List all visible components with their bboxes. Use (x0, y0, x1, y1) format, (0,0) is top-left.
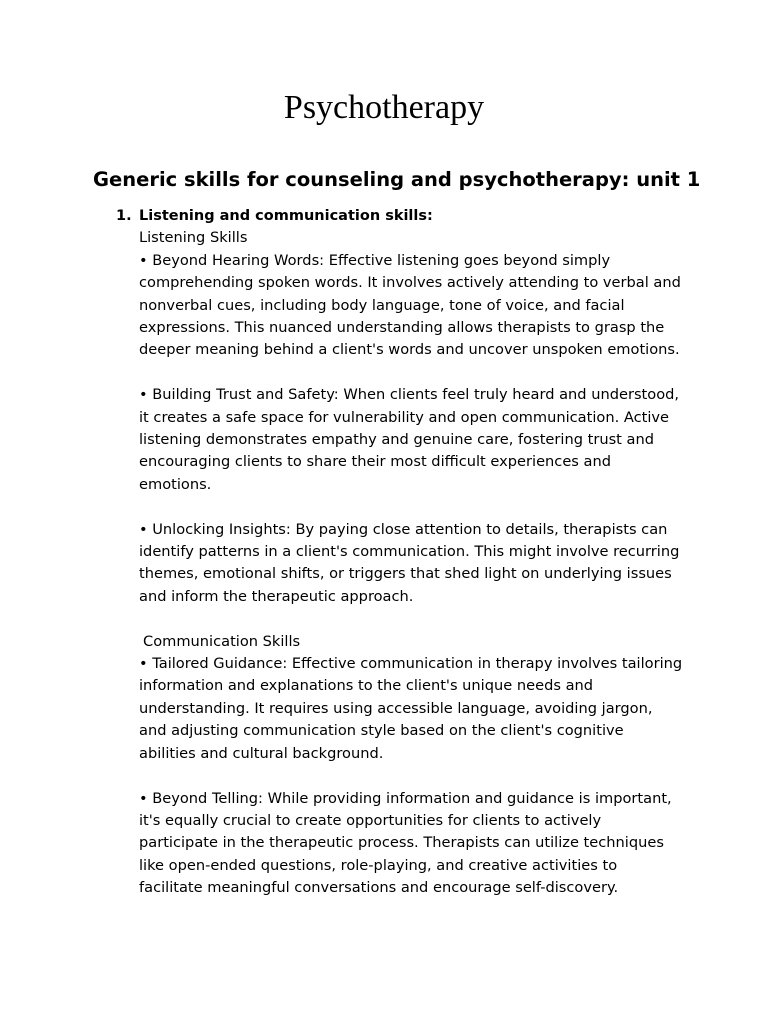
paragraph-tailored-guidance: • Tailored Guidance: Effective communication in therapy involves tailoring information and explanations to the client's unique needs and understanding. It requires using accessible language, avoiding jargon, and adjusting communication style based on the client's cognitive abilities and cultural background. (139, 655, 683, 762)
list-item-heading: Listening and communication skills: (139, 208, 433, 224)
paragraph-unlocking-insights: • Unlocking Insights: By paying close attention to details, therapists can identify patterns in a client's communication. This might involve recurring themes, emotional shifts, or triggers that shed light on underlying issues and inform the therapeutic approach. (139, 520, 680, 605)
list-number: 1. (116, 208, 132, 224)
paragraph-gap (139, 496, 684, 518)
paragraph-gap (139, 608, 684, 630)
list-item-body (139, 205, 684, 900)
paragraph-beyond-hearing-words: • Beyond Hearing Words: Effective listening goes beyond simply comprehending spoken words. It involves actively attending to verbal and nonverbal cues, including body language, tone of voice, and facial expressions. This nuanced understanding allows therapists to grasp the deeper meaning behind a client's words and uncover unspoken emotions. (139, 251, 681, 359)
paragraph-beyond-telling: • Beyond Telling: While providing information and guidance is important, it's equally crucial to create opportunities for clients to actively participate in the therapeutic process. Therapists can utilize techniques like open-ended questions, role-playing, and creative activities to facilitate meaningful conversations and encourage self-discovery. (139, 789, 672, 897)
section-heading-listening: Listening Skills (139, 229, 248, 247)
document-title: Psychotherapy (283, 89, 485, 126)
unit-heading: Generic skills for counseling and psychotherapy: unit 1 (93, 168, 701, 191)
paragraph-gap (139, 362, 684, 384)
paragraph-gap (139, 765, 684, 787)
paragraph-building-trust: • Building Trust and Safety: When clients feel truly heard and understood, it creates a safe space for vulnerability and open communication. Active listening demonstrates empathy and genuine care, fostering trust and encouraging clients to share their most difficult experiences and emotions. (139, 386, 680, 493)
section-heading-communication: Communication Skills (143, 632, 301, 650)
